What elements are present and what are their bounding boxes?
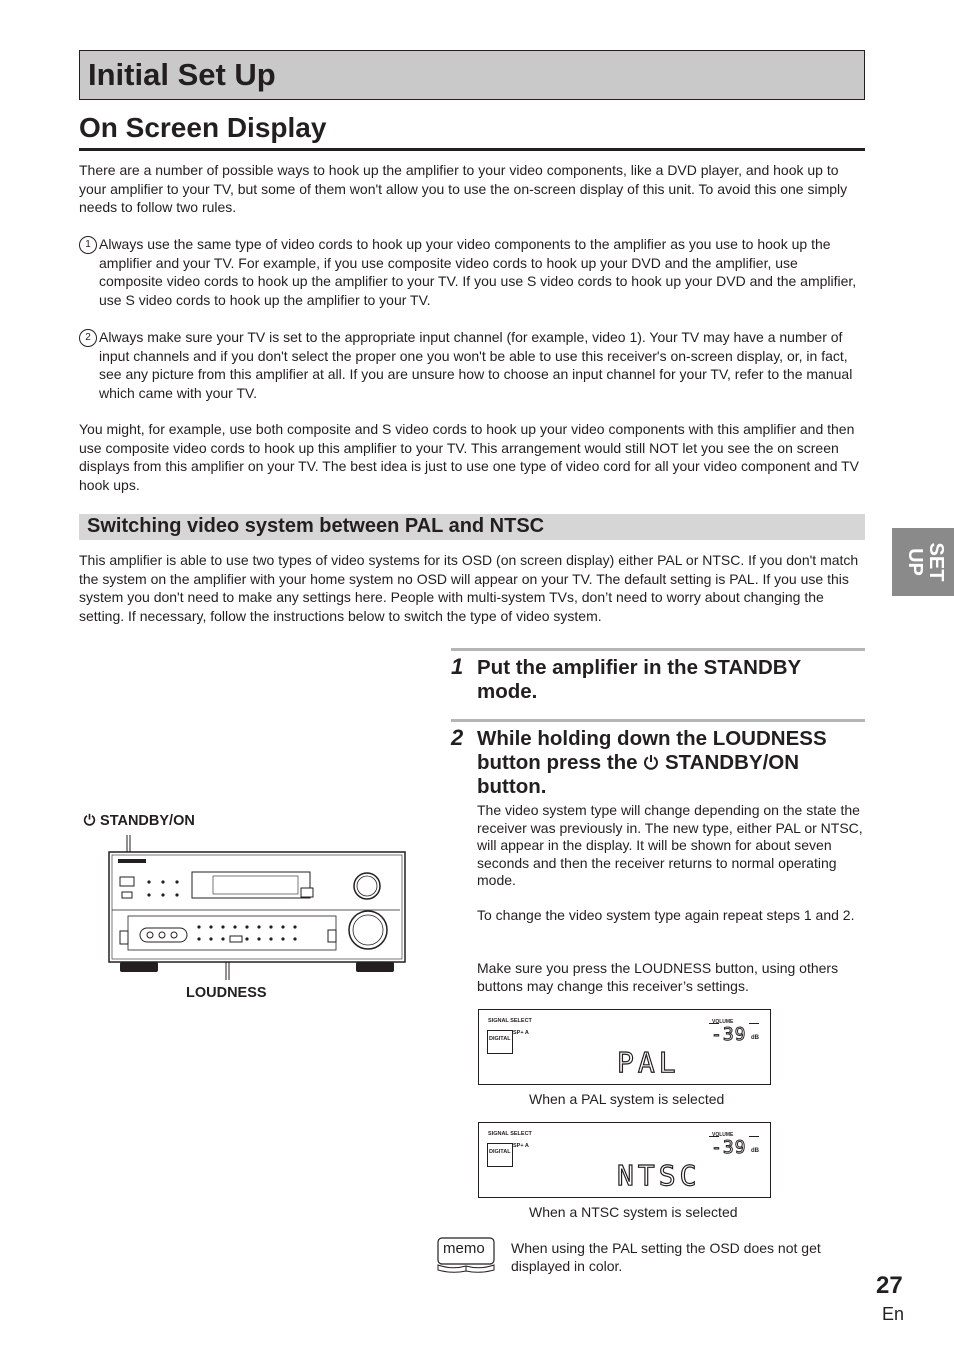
video-mode-readout: PAL <box>617 1046 680 1079</box>
example-paragraph: You might, for example, use both composite and S video cords to hook up your video components with this amplifier and then use composite video cords to hook up this amplifier to your TV. This arrangement would still NOT let you see the on screen displays from this amplifier on your TV. The best idea is just to use one type of video cord for all your video component and TV hook ups. <box>79 421 860 493</box>
lcd-display-ntsc <box>478 1122 771 1198</box>
section-title: On Screen Display <box>79 112 327 143</box>
video-mode-readout: NTSC <box>617 1159 701 1192</box>
step-2-paragraph: Make sure you press the LOUDNESS button, using others buttons may change this receiver’s settings. <box>477 960 839 994</box>
section-divider <box>79 148 865 151</box>
loudness-label: LOUDNESS <box>186 985 267 1001</box>
power-icon <box>643 754 659 770</box>
memo-icon <box>437 1237 495 1275</box>
step-number: 1 <box>451 654 464 679</box>
power-icon <box>83 813 96 826</box>
volume-value: -39 <box>711 1024 747 1045</box>
db-unit: dB <box>751 1148 759 1154</box>
step-divider <box>451 719 865 722</box>
subsection-body: This amplifier is able to use two types of video systems for its OSD (on screen display) either PAL or NTSC. If you don't match the system on the amplifier with your home system no OSD will appear on your TV. The default setting is PAL. If you use this system you don't need to make any settings here. People with multi-system TVs, don’t need to worry about changing the setting. If necessary, follow the instructions below to switch the type of video system. <box>79 552 859 624</box>
language-code: En <box>882 1304 905 1324</box>
page-number: 27 <box>876 1272 903 1299</box>
side-tab-label: SET UP <box>904 542 947 582</box>
step-2-paragraph: To change the video system type again repeat steps 1 and 2. <box>477 907 855 923</box>
rule-text: Always use the same type of video cords to hook up your video components to the amplifier as you use to hook up the amplifier and your TV. For example, if you use composite video cords to hook up your DVD and the amplifier, use composite video cords to hook up the amplifier to your TV. If you use S video cords to hook up your DVD and the amplifier, use S video cords to hook up the amplifier to your TV. <box>99 236 857 308</box>
volume-rule <box>749 1136 759 1137</box>
step-1-text: Put the amplifier in the STANDBY mode. <box>477 656 801 703</box>
ntsc-caption: When a NTSC system is selected <box>529 1204 738 1220</box>
speaker-indicator: SP+ A <box>513 1143 529 1149</box>
digital-label: DIGITAL <box>489 1036 511 1042</box>
lcd-display-pal <box>478 1009 771 1085</box>
volume-value: -39 <box>711 1137 747 1158</box>
step-number: 2 <box>451 725 464 750</box>
standby-callout <box>83 813 195 829</box>
memo-text: When using the PAL setting the OSD does not get displayed in color. <box>511 1240 821 1274</box>
digital-indicator <box>487 1030 513 1054</box>
side-tab <box>892 528 954 596</box>
signal-select-label: SIGNAL SELECT <box>488 1018 532 1024</box>
chapter-title: Initial Set Up <box>88 57 276 92</box>
volume-label: VOLUME <box>712 1132 734 1138</box>
rule-number: 1 <box>79 236 97 254</box>
digital-label: DIGITAL <box>489 1149 511 1155</box>
step-2-paragraph: The video system type will change depending on the state the receiver was previously in. The new type, either PAL or NTSC, will appear in the display. It will be shown for about seven seconds and then the receiver returns to normal operating mode. <box>477 802 863 888</box>
subsection-title: Switching video system between PAL and NTSC <box>87 515 545 537</box>
amplifier-illustration <box>100 830 410 980</box>
digital-indicator <box>487 1143 513 1167</box>
pal-caption: When a PAL system is selected <box>529 1091 725 1107</box>
step-2-text-after: STANDBY/ON button. <box>477 751 800 798</box>
step-2-text-before: While holding down the LOUDNESS button press the <box>477 727 827 774</box>
volume-label: VOLUME <box>712 1019 734 1025</box>
memo-icon-label: memo <box>443 1240 485 1257</box>
signal-select-label: SIGNAL SELECT <box>488 1131 532 1137</box>
db-unit: dB <box>751 1035 759 1041</box>
step-2-text <box>477 727 865 799</box>
step-divider <box>451 648 865 651</box>
volume-rule <box>749 1023 759 1024</box>
subsection-heading-band <box>79 514 865 540</box>
rule-number: 2 <box>79 329 97 347</box>
rule-text: Always make sure your TV is set to the appropriate input channel (for example, video 1). Your TV may have a number of input channels and if you don't select the proper one you won't be able to use this receiver's on-screen display, or, in fact, see any picture from this amplifier at all. If you are unsure how to choose an input channel for your TV, refer to the manual which came with your TV. <box>99 329 853 401</box>
intro-paragraph: There are a number of possible ways to hook up the amplifier to your video components, like a DVD player, and hook up to your amplifier to your TV, but some of them won't allow you to use the on-screen display of this unit. To avoid this one simply needs to follow two rules. <box>79 162 848 215</box>
standby-label: STANDBY/ON <box>100 813 195 829</box>
chapter-title-bar <box>79 50 865 100</box>
speaker-indicator: SP+ A <box>513 1030 529 1036</box>
